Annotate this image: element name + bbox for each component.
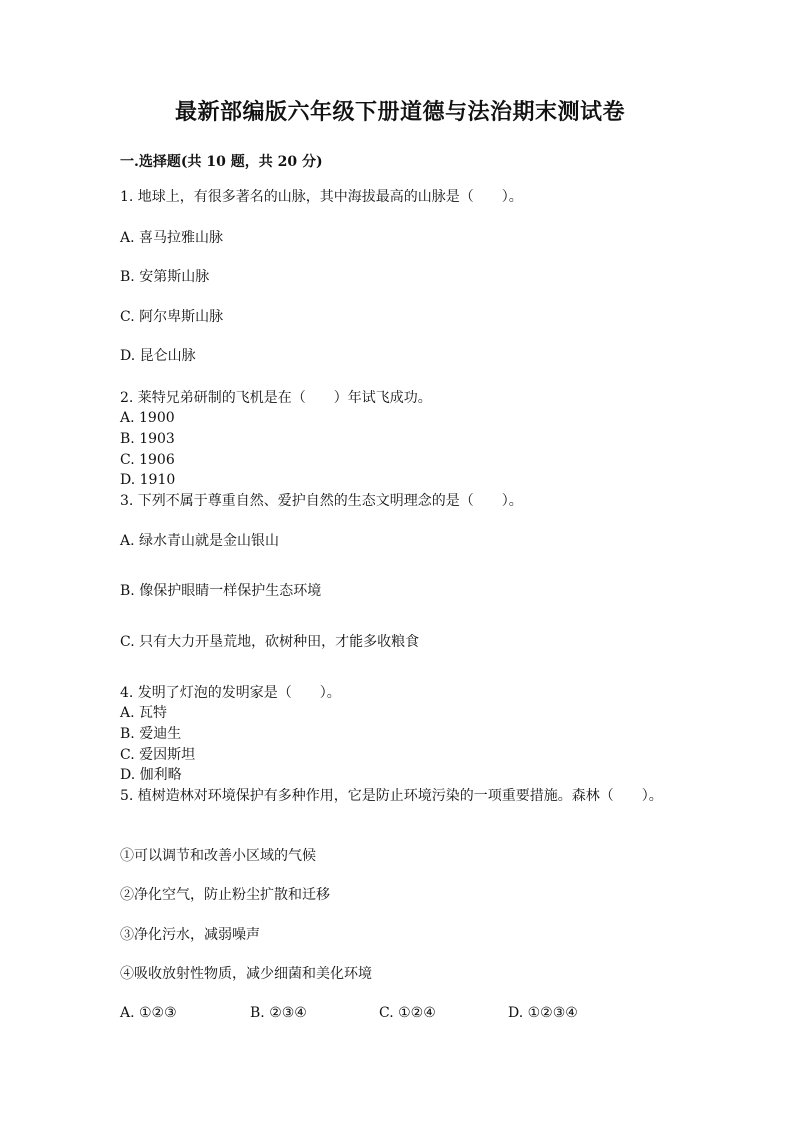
question-1-option-b: B. 安第斯山脉: [120, 269, 210, 285]
question-2-option-d: D. 1910: [120, 472, 176, 488]
document-title: 最新部编版六年级下册道德与法治期末测试卷: [174, 99, 625, 125]
section-heading: 一.选择题(共 10 题，共 20 分): [120, 154, 323, 170]
question-3-option-a: A. 绿水青山就是金山银山: [120, 533, 280, 549]
question-5-statement-2: ②净化空气，防止粉尘扩散和迁移: [120, 887, 330, 903]
question-5-option-d: D. ①②③④: [508, 1005, 578, 1021]
question-3-option-b: B. 像保护眼睛一样保护生态环境: [120, 583, 322, 599]
question-5-stem: 5. 植树造林对环境保护有多种作用，它是防止环境污染的一项重要措施。森林（ ）。: [120, 788, 663, 804]
question-1-option-c: C. 阿尔卑斯山脉: [120, 309, 224, 325]
question-5-statement-3: ③净化污水，减弱噪声: [120, 927, 260, 943]
question-4-stem: 4. 发明了灯泡的发明家是（ ）。: [120, 685, 341, 701]
question-2-option-c: C. 1906: [120, 452, 175, 468]
question-4-option-a: A. 瓦特: [120, 705, 168, 721]
question-2-option-a: A. 1900: [120, 410, 175, 426]
question-1-option-d: D. 昆仑山脉: [120, 348, 196, 364]
question-5-options: [120, 1005, 680, 1025]
question-2-stem: 2. 莱特兄弟研制的飞机是在（ ）年试飞成功。: [120, 390, 432, 406]
question-1-stem: 1. 地球上，有很多著名的山脉，其中海拔最高的山脉是（ ）。: [120, 189, 523, 205]
question-3-option-c: C. 只有大力开垦荒地，砍树种田，才能多收粮食: [120, 634, 420, 650]
question-1-option-a: A. 喜马拉雅山脉: [120, 230, 224, 246]
question-3-stem: 3. 下列不属于尊重自然、爱护自然的生态文明理念的是（ ）。: [120, 493, 523, 509]
question-5-statement-1: ①可以调节和改善小区域的气候: [120, 848, 316, 864]
question-5-option-b: B. ②③④: [250, 1005, 307, 1021]
question-5-statement-4: ④吸收放射性物质，减少细菌和美化环境: [120, 966, 372, 982]
question-5-option-c: C. ①②④: [379, 1005, 436, 1021]
question-4-option-c: C. 爱因斯坦: [120, 747, 196, 763]
question-4-option-b: B. 爱迪生: [120, 726, 182, 742]
question-5-option-a: A. ①②③: [120, 1005, 177, 1021]
question-4-option-d: D. 伽利略: [120, 767, 182, 783]
question-2-option-b: B. 1903: [120, 431, 175, 447]
